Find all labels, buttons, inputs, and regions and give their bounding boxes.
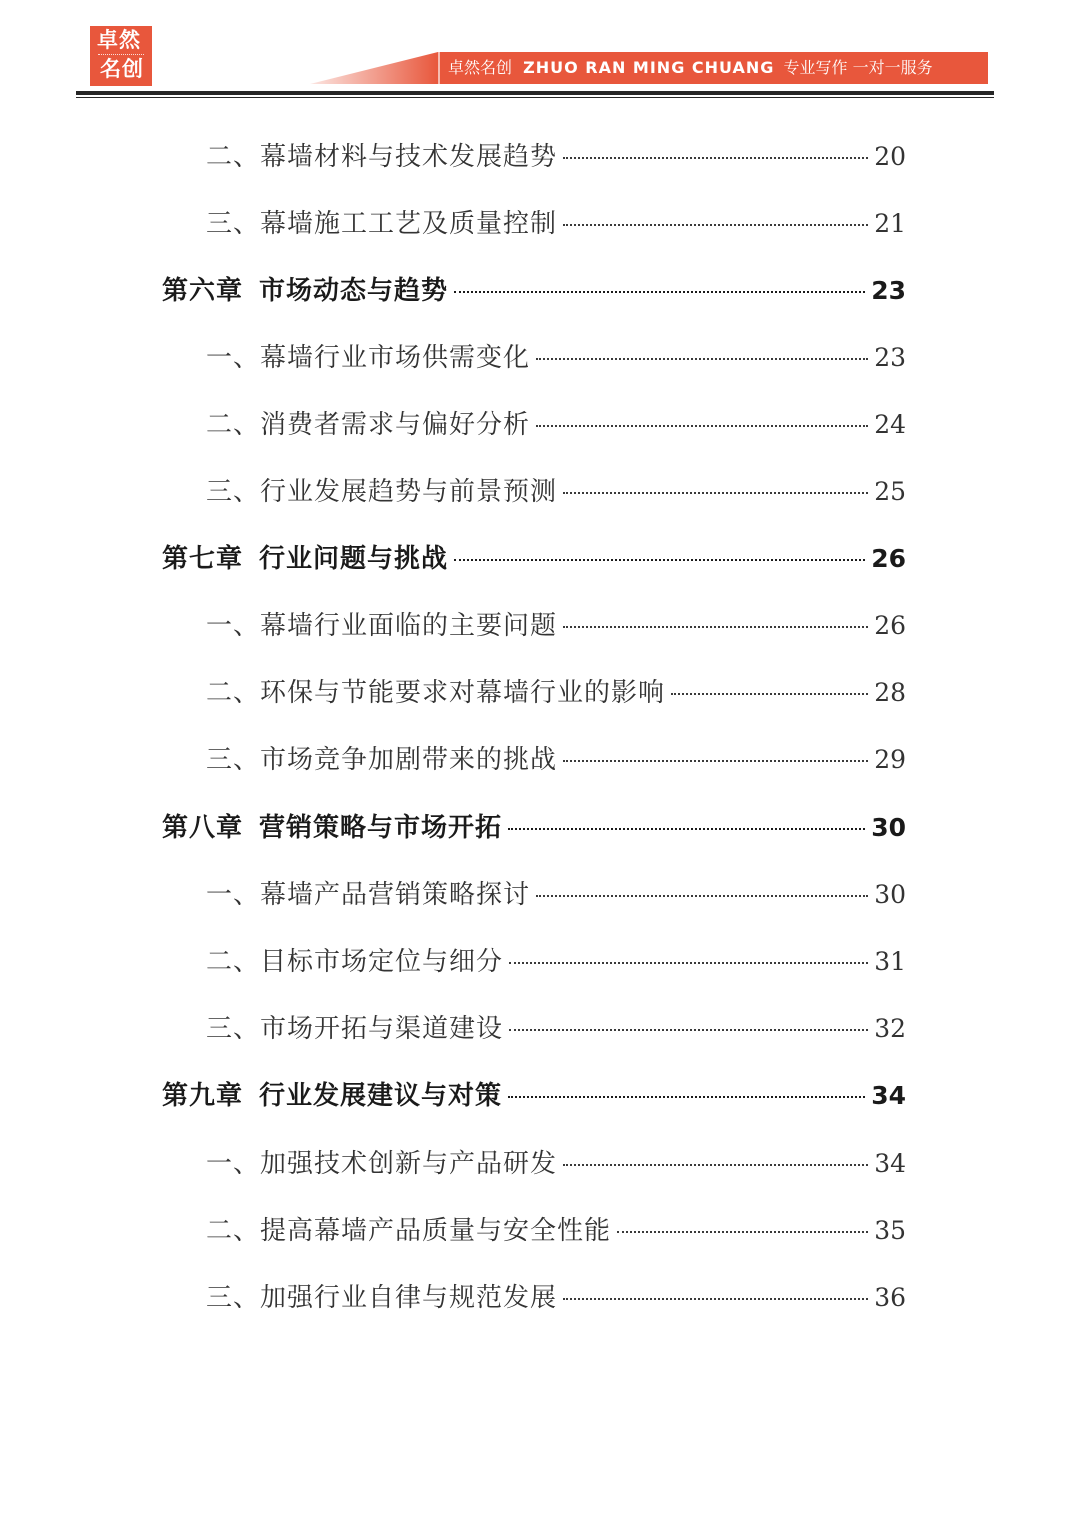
toc-page-number: 36 (874, 1283, 906, 1312)
toc-entry-title: 二、幕墙材料与技术发展趋势 (206, 142, 558, 172)
toc-entry[interactable] (206, 337, 906, 377)
toc-entry-title: 二、消费者需求与偏好分析 (206, 410, 531, 440)
toc-chapter-heading (162, 538, 448, 575)
toc-entry-title: 一、幕墙行业市场供需变化 (206, 343, 531, 373)
toc-entry-title: 三、行业发展趋势与前景预测 (206, 477, 558, 507)
toc-leader-dots (563, 626, 868, 628)
toc-chapter[interactable] (162, 807, 906, 847)
toc-leader-dots (617, 1231, 868, 1233)
toc-chapter-heading (162, 807, 502, 844)
toc-leader-dots (563, 760, 868, 762)
toc-leader-dots (508, 1096, 865, 1098)
toc-entry-title: 一、幕墙产品营销策略探讨 (206, 880, 531, 910)
toc-entry[interactable] (206, 1210, 906, 1250)
toc-page-number: 31 (874, 947, 906, 976)
toc-entry[interactable] (206, 672, 906, 712)
toc-page-number: 23 (874, 343, 906, 372)
toc-page-number: 29 (874, 745, 906, 774)
toc-leader-dots (454, 291, 865, 293)
toc-leader-dots (563, 157, 868, 159)
toc-entry-title: 二、环保与节能要求对幕墙行业的影响 (206, 678, 666, 708)
logo-text-bottom: 名创 (100, 57, 144, 81)
chapter-title: 行业发展建议与对策 (259, 1081, 503, 1111)
toc-entry-title: 一、加强技术创新与产品研发 (206, 1149, 558, 1179)
toc-leader-dots (536, 358, 868, 360)
toc-chapter[interactable] (162, 1075, 906, 1115)
toc-entry-title: 二、提高幕墙产品质量与安全性能 (206, 1216, 612, 1246)
logo-text-top: 卓然 (97, 28, 141, 52)
banner-slogan (448, 52, 933, 84)
chapter-title: 行业问题与挑战 (259, 544, 449, 574)
toc-entry-title: 三、市场竞争加剧带来的挑战 (206, 745, 558, 775)
toc-page-number: 24 (874, 410, 906, 439)
toc-entry[interactable] (206, 1008, 906, 1048)
toc-entry[interactable] (206, 739, 906, 779)
toc-leader-dots (563, 492, 868, 494)
header-banner (310, 52, 988, 84)
toc-entry[interactable] (206, 941, 906, 981)
toc-leader-dots (509, 1029, 868, 1031)
banner-en-name: ZHUO RAN MING CHUANG (523, 58, 775, 77)
chapter-number: 第六章 (162, 276, 244, 306)
chapter-number: 第九章 (162, 1081, 244, 1111)
banner-tagline: 专业写作 一对一服务 (783, 58, 933, 77)
toc-leader-dots (563, 1164, 868, 1166)
toc-page-number: 32 (874, 1014, 906, 1043)
toc-leader-dots (563, 1298, 868, 1300)
toc-leader-dots (671, 693, 868, 695)
toc-page-number: 35 (874, 1216, 906, 1245)
toc-page-number: 26 (871, 544, 906, 573)
toc-entry[interactable] (206, 203, 906, 243)
chapter-title: 营销策略与市场开拓 (259, 813, 503, 843)
toc-page-number: 34 (871, 1081, 906, 1110)
toc-leader-dots (536, 425, 868, 427)
toc-page-number: 28 (874, 678, 906, 707)
toc-page-number: 21 (874, 209, 906, 238)
toc-leader-dots (509, 962, 868, 964)
chapter-number: 第七章 (162, 544, 244, 574)
toc-page-number: 25 (874, 477, 906, 506)
toc-leader-dots (536, 895, 868, 897)
banner-cn-name: 卓然名创 (448, 58, 513, 77)
toc-entry[interactable] (206, 605, 906, 645)
toc-entry[interactable] (206, 874, 906, 914)
toc-entry[interactable] (206, 471, 906, 511)
toc-entry[interactable] (206, 1277, 906, 1317)
header-rule-thin (76, 97, 994, 98)
toc-page-number: 23 (871, 276, 906, 305)
toc-entry-title: 三、市场开拓与渠道建设 (206, 1014, 504, 1044)
chapter-number: 第八章 (162, 813, 244, 843)
toc-entry-title: 一、幕墙行业面临的主要问题 (206, 611, 558, 641)
toc-page-number: 34 (874, 1149, 906, 1178)
toc-leader-dots (454, 559, 865, 561)
toc-page-number: 20 (874, 142, 906, 171)
toc-entry[interactable] (206, 1143, 906, 1183)
toc-entry[interactable] (206, 404, 906, 444)
toc-leader-dots (563, 224, 868, 226)
toc-entry[interactable] (206, 136, 906, 176)
toc-page-number: 26 (874, 611, 906, 640)
toc-page-number: 30 (871, 813, 906, 842)
toc-leader-dots (508, 828, 865, 830)
toc-chapter[interactable] (162, 270, 906, 310)
brand-logo (90, 26, 152, 86)
toc-chapter[interactable] (162, 538, 906, 578)
chapter-title: 市场动态与趋势 (259, 276, 449, 306)
toc-chapter-heading (162, 270, 448, 307)
toc-page-number: 30 (874, 880, 906, 909)
toc-entry-title: 三、加强行业自律与规范发展 (206, 1283, 558, 1313)
header-rule-thick (76, 91, 994, 95)
toc-chapter-heading (162, 1075, 502, 1112)
toc-entry-title: 三、幕墙施工工艺及质量控制 (206, 209, 558, 239)
toc-entry-title: 二、目标市场定位与细分 (206, 947, 504, 977)
